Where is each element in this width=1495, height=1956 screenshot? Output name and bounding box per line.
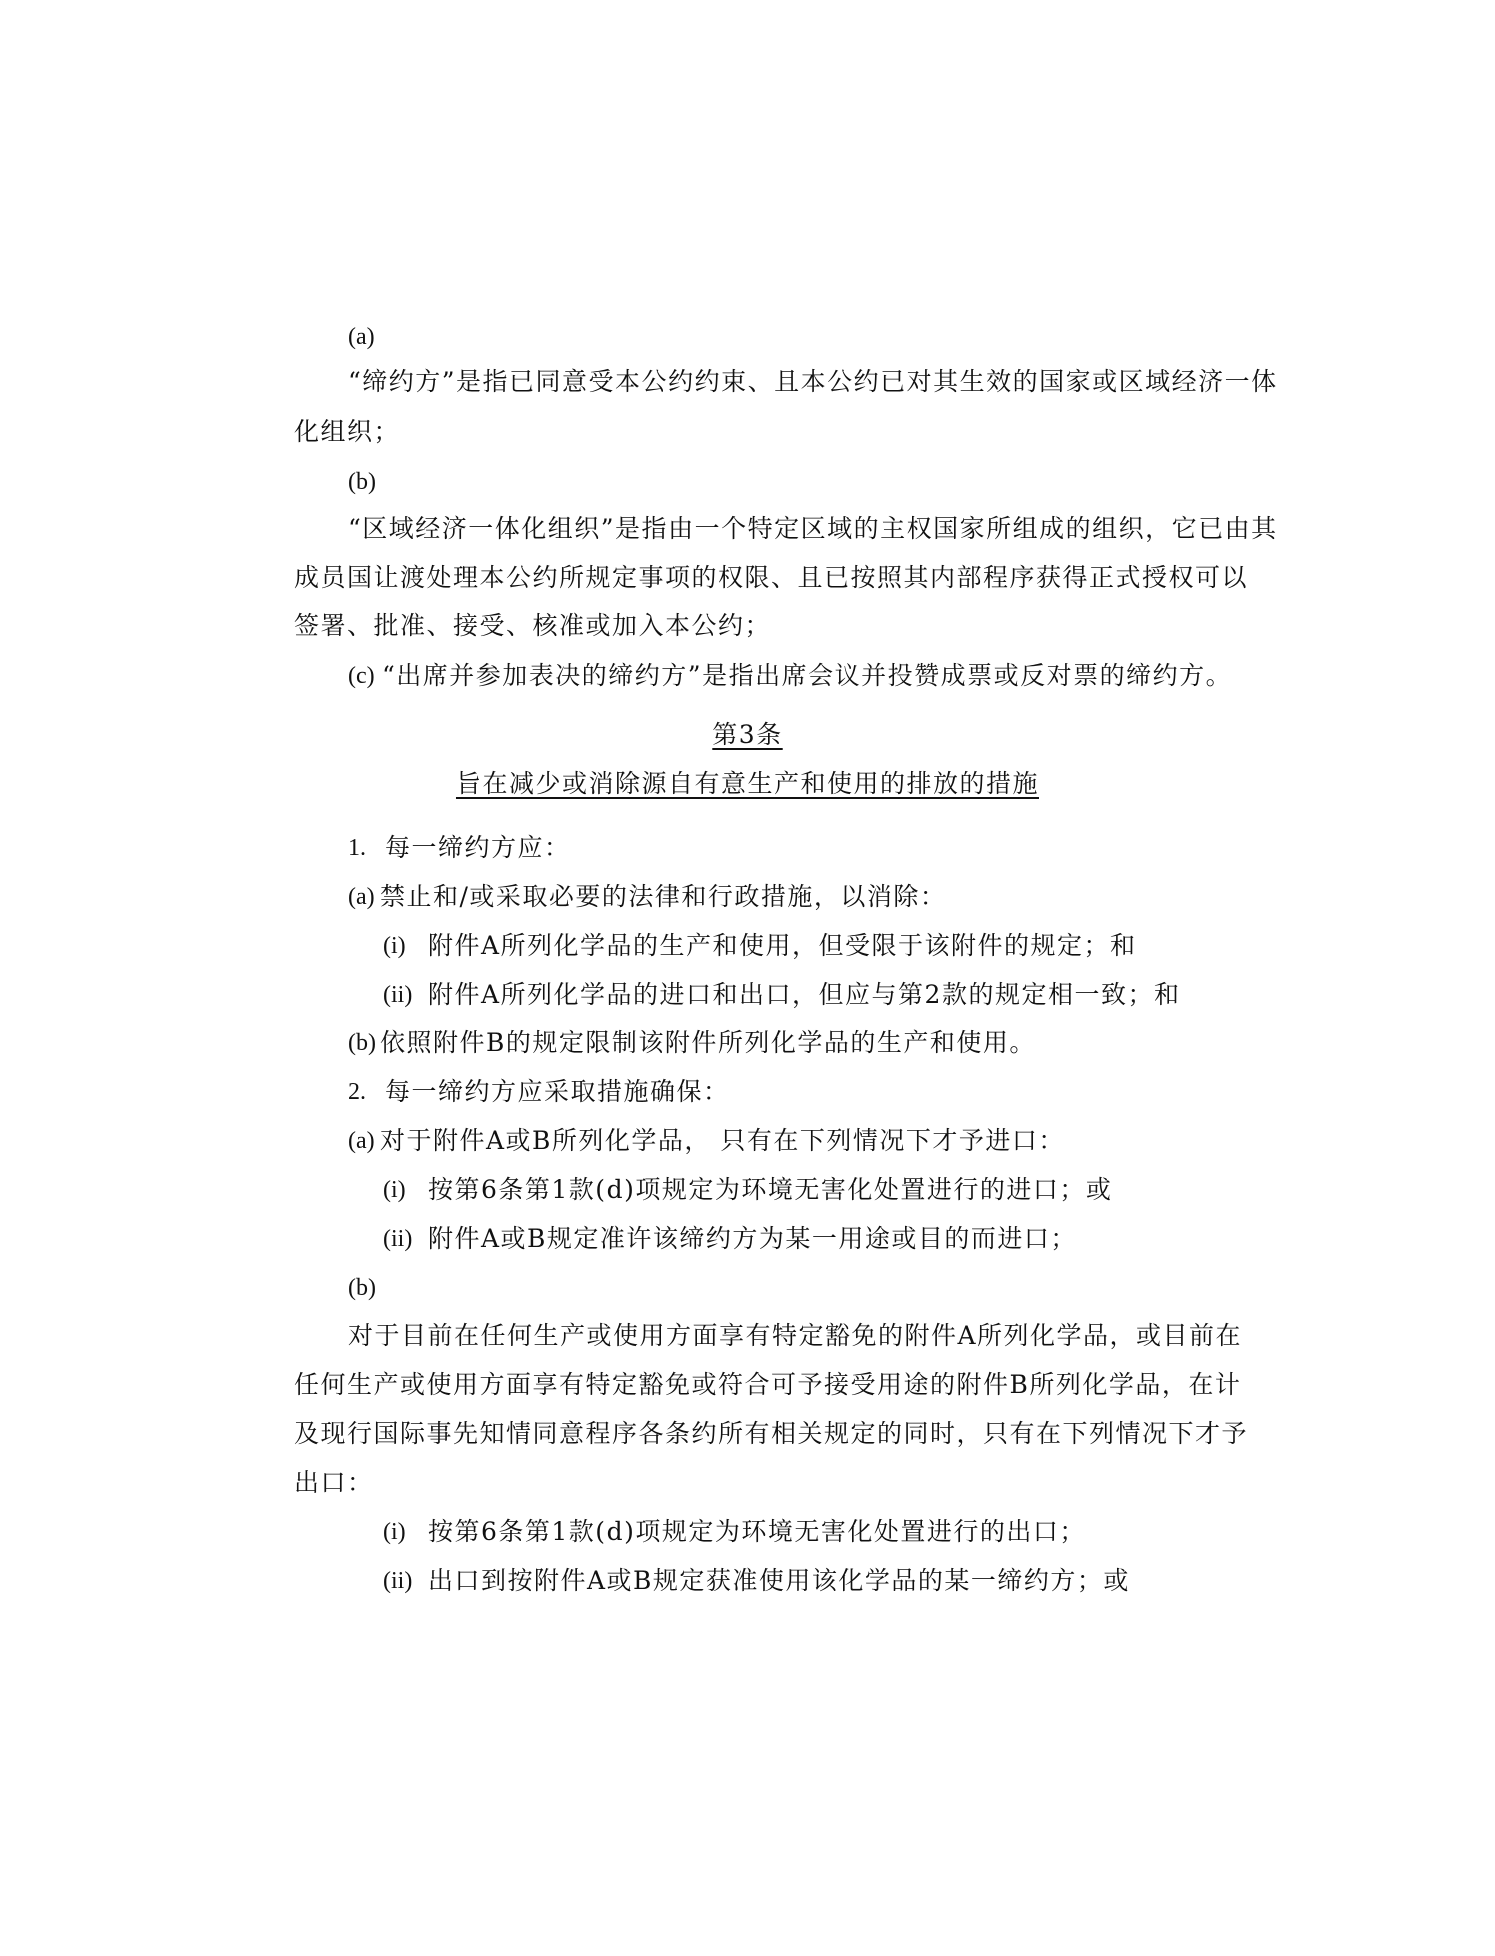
paragraph-1-label: 1. [348,835,366,861]
paragraph-2b-i-label: (i) [383,1519,406,1545]
article-title-text: 旨在减少或消除源自有意生产和使用的排放的措施 [455,769,1039,798]
paragraph-1a-ii-text: 附件A所列化学品的进口和出口，但应与第2款的规定相一致；和 [428,980,1181,1009]
paragraph-2a-ii-label: (ii) [383,1226,413,1252]
paragraph-2-text: 每一缔约方应采取措施确保： [385,1077,730,1106]
paragraph-2b-line4: 出口： [294,1468,374,1497]
paragraph-1a-i-text: 附件A所列化学品的生产和使用，但受限于该附件的规定；和 [428,931,1137,960]
paragraph-2b-line2: 任何生产或使用方面享有特定豁免或符合可予接受用途的附件B所列化学品，在计 [294,1370,1242,1399]
paragraph-2-label: 2. [348,1079,366,1105]
paragraph-2a-i-label: (i) [383,1177,406,1203]
paragraph-1a-ii-label: (ii) [383,982,413,1008]
paragraph-2b-ii-label: (ii) [383,1568,413,1594]
article-title [0,767,1495,801]
paragraph-2a-text: 对于附件A或B所列化学品， 只有在下列情况下才予进口： [380,1126,1065,1155]
definition-a-line1: “缔约方”是指已同意受本公约约束、且本公约已对其生效的国家或区域经济一体 [348,367,1278,396]
paragraph-1a-text: 禁止和/或采取必要的法律和行政措施，以消除： [380,882,947,911]
definition-a-line2: 化组织； [294,417,401,446]
article-number-text: 第3条 [712,720,783,749]
definition-c-text: “出席并参加表决的缔约方”是指出席会议并投赞成票或反对票的缔约方。 [382,661,1233,690]
paragraph-1-text: 每一缔约方应： [385,833,571,862]
definition-b-line2: 成员国让渡处理本公约所规定事项的权限、且已按照其内部程序获得正式授权可以 [294,563,1249,592]
definition-b-line1: “区域经济一体化组织”是指由一个特定区域的主权国家所组成的组织，它已由其 [348,514,1278,543]
paragraph-2b-ii-text: 出口到按附件A或B规定获准使用该化学品的某一缔约方；或 [428,1566,1130,1595]
paragraph-2a-label: (a) [348,1128,375,1154]
paragraph-2a-ii-text: 附件A或B规定准许该缔约方为某一用途或目的而进口； [428,1224,1077,1253]
paragraph-2b-i-text: 按第6条第1款(d)项规定为环境无害化处置进行的出口； [428,1517,1086,1546]
paragraph-1a-label: (a) [348,884,375,910]
definition-b-line3: 签署、批准、接受、核准或加入本公约； [294,611,772,640]
definition-b-label: (b) [348,469,376,495]
paragraph-2b-label: (b) [348,1275,376,1301]
paragraph-2a-i-text: 按第6条第1款(d)项规定为环境无害化处置进行的进口；或 [428,1175,1113,1204]
paragraph-1a-i-label: (i) [383,933,406,959]
paragraph-2b-line1: 对于目前在任何生产或使用方面享有特定豁免的附件A所列化学品，或目前在 [348,1321,1243,1350]
paragraph-1b-label: (b) [348,1030,376,1056]
definition-a-label: (a) [348,324,375,350]
paragraph-2b-line3: 及现行国际事先知情同意程序各条约所有相关规定的同时，只有在下列情况下才予 [294,1419,1249,1448]
article-number [0,718,1495,752]
definition-c-label: (c) [348,663,375,689]
paragraph-1b-text: 依照附件B的规定限制该附件所列化学品的生产和使用。 [380,1028,1036,1057]
